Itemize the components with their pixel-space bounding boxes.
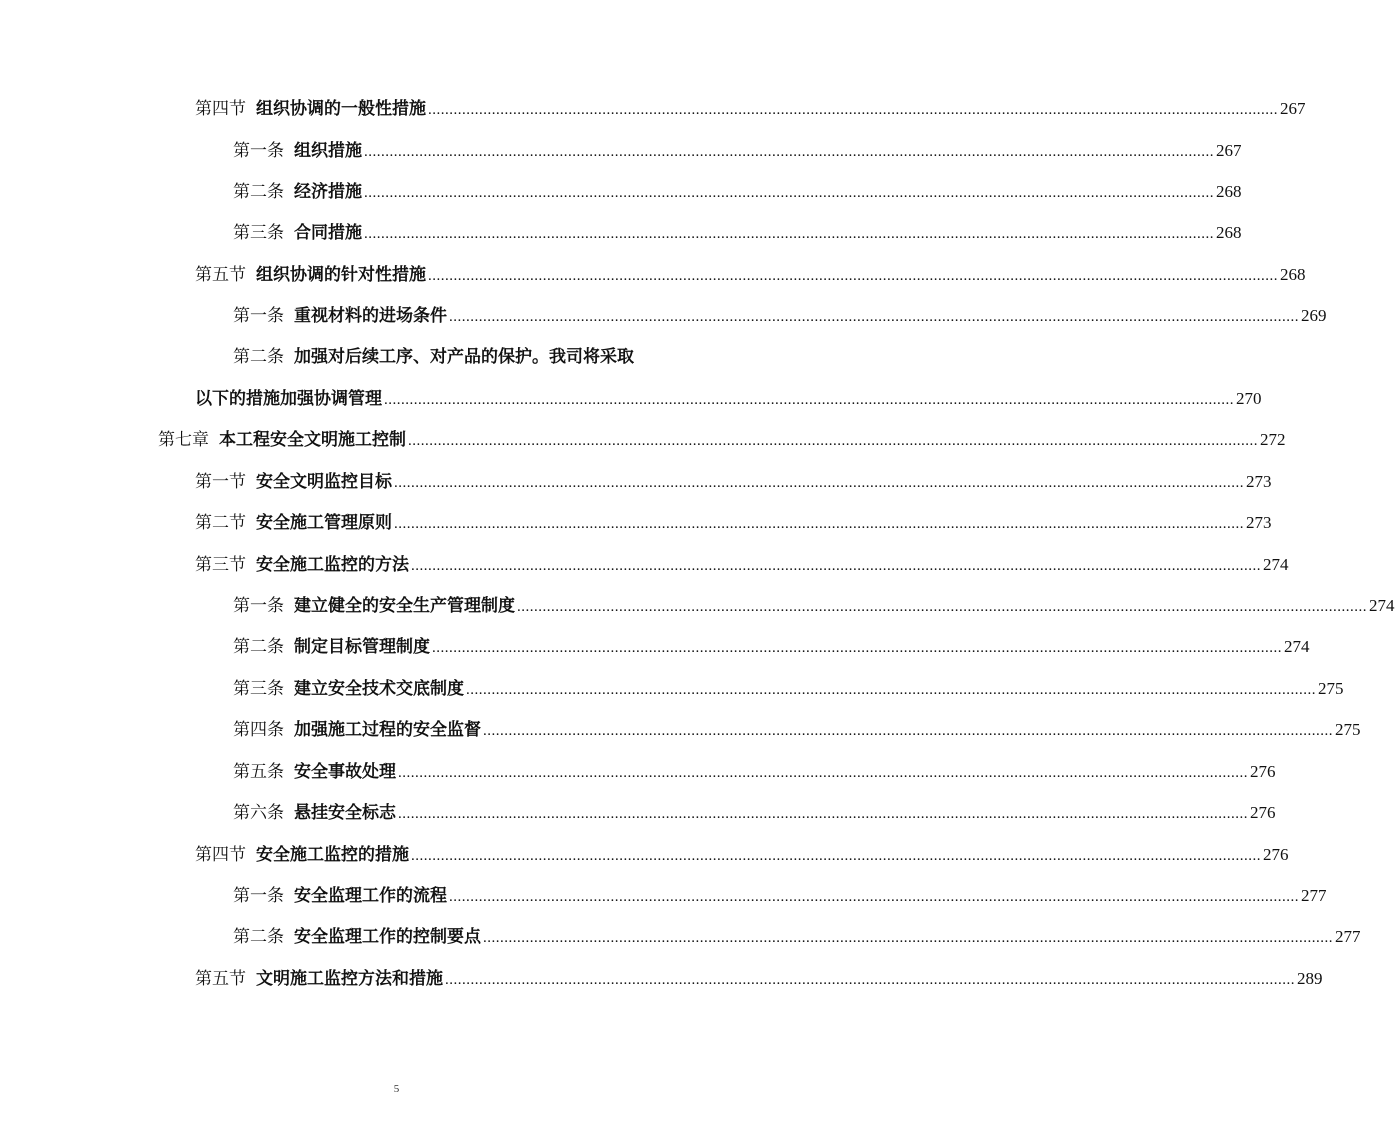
toc-entry-label: 第六条 bbox=[233, 803, 284, 823]
toc-entry-page: 273 bbox=[1246, 472, 1272, 491]
leader-dots: ........................................................................................................................................................................................................ bbox=[466, 682, 1316, 698]
leader-dots: ........................................................................................................................................................................................................ bbox=[428, 102, 1278, 118]
leader-dots: ........................................................................................................................................................................................................ bbox=[364, 226, 1214, 242]
toc-entry-title: 安全事故处理 bbox=[294, 762, 396, 782]
toc-entry[interactable] bbox=[195, 968, 1323, 990]
toc-entry-title: 组织协调的针对性措施 bbox=[256, 265, 426, 285]
toc-entry-title: 悬挂安全标志 bbox=[294, 803, 396, 823]
toc-entry-title: 安全监理工作的控制要点 bbox=[294, 927, 481, 947]
leader-dots: ........................................................................................................................................................................................................ bbox=[411, 558, 1261, 574]
toc-entry-title: 组织协调的一般性措施 bbox=[256, 99, 426, 119]
toc-entry-page: 289 bbox=[1297, 969, 1323, 988]
toc-entry-label: 第二条 bbox=[233, 347, 284, 367]
leader-dots: ........................................................................................................................................................................................................ bbox=[449, 309, 1299, 325]
toc-entry-title: 合同措施 bbox=[294, 223, 362, 243]
toc-entry-label: 第五条 bbox=[233, 762, 284, 782]
toc-entry[interactable] bbox=[233, 595, 1395, 617]
leader-dots: ........................................................................................................................................................................................................ bbox=[398, 765, 1248, 781]
toc-entry-page: 268 bbox=[1280, 265, 1306, 284]
toc-entry-page: 273 bbox=[1246, 513, 1272, 532]
toc-entry-page: 275 bbox=[1318, 679, 1344, 698]
toc-entry[interactable] bbox=[158, 429, 1286, 451]
toc-entry-title: 安全监理工作的流程 bbox=[294, 886, 447, 906]
toc-entry-title: 重视材料的进场条件 bbox=[294, 306, 447, 326]
toc-entry[interactable] bbox=[195, 844, 1289, 866]
toc-entry-title: 文明施工监控方法和措施 bbox=[256, 969, 443, 989]
toc-entry-label: 第四节 bbox=[195, 99, 246, 119]
toc-entry-label: 第七章 bbox=[158, 430, 209, 450]
toc-entry-label: 第一条 bbox=[233, 306, 284, 326]
leader-dots: ........................................................................................................................................................................................................ bbox=[364, 185, 1214, 201]
page-number: 5 bbox=[393, 1083, 400, 1095]
toc-entry-label: 第二条 bbox=[233, 927, 284, 947]
leader-dots: ........................................................................................................................................................................................................ bbox=[483, 930, 1333, 946]
toc-entry[interactable] bbox=[233, 761, 1276, 783]
toc-entry-page: 274 bbox=[1263, 555, 1289, 574]
leader-dots: ........................................................................................................................................................................................................ bbox=[449, 889, 1299, 905]
toc-entry-label: 第五节 bbox=[195, 265, 246, 285]
toc-entry-title: 经济措施 bbox=[294, 182, 362, 202]
toc-entry[interactable] bbox=[195, 98, 1306, 120]
toc-entry[interactable] bbox=[233, 678, 1344, 700]
toc-entry-title: 安全施工监控的方法 bbox=[256, 555, 409, 575]
toc-entry[interactable] bbox=[233, 926, 1361, 948]
toc-entry[interactable] bbox=[233, 181, 1242, 203]
toc-entry-label: 第二条 bbox=[233, 637, 284, 657]
toc-entry[interactable] bbox=[233, 636, 1310, 658]
toc-entry-title: 建立安全技术交底制度 bbox=[294, 679, 464, 699]
leader-dots: ........................................................................................................................................................................................................ bbox=[445, 972, 1295, 988]
toc-entry-title: 加强施工过程的安全监督 bbox=[294, 720, 481, 740]
toc-entry-title: 建立健全的安全生产管理制度 bbox=[294, 596, 515, 616]
leader-dots: ........................................................................................................................................................................................................ bbox=[394, 475, 1244, 491]
leader-dots: ........................................................................................................................................................................................................ bbox=[364, 144, 1214, 160]
toc-entry-label: 第一节 bbox=[195, 472, 246, 492]
toc-entry-page: 275 bbox=[1335, 720, 1361, 739]
toc-entry-page: 276 bbox=[1250, 803, 1276, 822]
toc-entry-label: 第三条 bbox=[233, 679, 284, 699]
toc-entry-continuation[interactable] bbox=[195, 388, 1262, 410]
toc-entry-page: 277 bbox=[1301, 886, 1327, 905]
toc-entry[interactable] bbox=[195, 264, 1306, 286]
toc-entry[interactable] bbox=[233, 719, 1361, 741]
toc-entry[interactable] bbox=[195, 512, 1272, 534]
toc-entry[interactable] bbox=[195, 554, 1289, 576]
toc-entry-title: 制定目标管理制度 bbox=[294, 637, 430, 657]
toc-entry-page: 277 bbox=[1335, 927, 1361, 946]
toc-entry-title: 安全施工管理原则 bbox=[256, 513, 392, 533]
toc-entry-page: 269 bbox=[1301, 306, 1327, 325]
toc-entry-label: 第一条 bbox=[233, 141, 284, 161]
leader-dots: ........................................................................................................................................................................................................ bbox=[517, 599, 1367, 615]
toc-entry[interactable] bbox=[233, 140, 1242, 162]
leader-dots: ........................................................................................................................................................................................................ bbox=[394, 516, 1244, 532]
leader-dots: ........................................................................................................................................................................................................ bbox=[483, 723, 1333, 739]
toc-entry-page: 268 bbox=[1216, 223, 1242, 242]
leader-dots: ........................................................................................................................................................................................................ bbox=[411, 848, 1261, 864]
toc-entry-page: 267 bbox=[1280, 99, 1306, 118]
leader-dots: ........................................................................................................................................................................................................ bbox=[432, 640, 1282, 656]
leader-dots: ........................................................................................................................................................................................................ bbox=[398, 806, 1248, 822]
toc-entry-label: 第一条 bbox=[233, 596, 284, 616]
toc-entry-title: 组织措施 bbox=[294, 141, 362, 161]
toc-entry-page: 272 bbox=[1260, 430, 1286, 449]
toc-entry-page: 274 bbox=[1369, 596, 1395, 615]
toc-entry[interactable] bbox=[233, 802, 1276, 824]
toc-entry-label: 第三条 bbox=[233, 223, 284, 243]
toc-entry-title: 安全施工监控的措施 bbox=[256, 845, 409, 865]
toc-entry-title-continuation: 以下的措施加强协调管理 bbox=[195, 389, 382, 409]
leader-dots: ........................................................................................................................................................................................................ bbox=[384, 392, 1234, 408]
toc-entry-page: 276 bbox=[1263, 845, 1289, 864]
toc-entry-page: 267 bbox=[1216, 141, 1242, 160]
toc-entry-label: 第二条 bbox=[233, 182, 284, 202]
toc-entry-label: 第四条 bbox=[233, 720, 284, 740]
toc-entry-page: 268 bbox=[1216, 182, 1242, 201]
toc-entry-page: 276 bbox=[1250, 762, 1276, 781]
toc-entry[interactable] bbox=[233, 222, 1242, 244]
toc-entry[interactable] bbox=[233, 305, 1327, 327]
leader-dots: ........................................................................................................................................................................................................ bbox=[408, 433, 1258, 449]
toc-entry-label: 第二节 bbox=[195, 513, 246, 533]
toc-entry-label: 第三节 bbox=[195, 555, 246, 575]
toc-entry[interactable] bbox=[195, 471, 1272, 493]
toc-entry-page: 274 bbox=[1284, 637, 1310, 656]
toc-entry-label: 第一条 bbox=[233, 886, 284, 906]
toc-entry-label: 第五节 bbox=[195, 969, 246, 989]
toc-entry-title: 本工程安全文明施工控制 bbox=[219, 430, 406, 450]
toc-entry-title: 安全文明监控目标 bbox=[256, 472, 392, 492]
toc-entry-wrapped[interactable] bbox=[233, 346, 673, 368]
toc-entry[interactable] bbox=[233, 885, 1327, 907]
leader-dots: ........................................................................................................................................................................................................ bbox=[428, 268, 1278, 284]
toc-entry-label: 第四节 bbox=[195, 845, 246, 865]
toc-entry-title: 加强对后续工序、对产品的保护。我司将采取 bbox=[294, 347, 634, 367]
toc-entry-page: 270 bbox=[1236, 389, 1262, 408]
